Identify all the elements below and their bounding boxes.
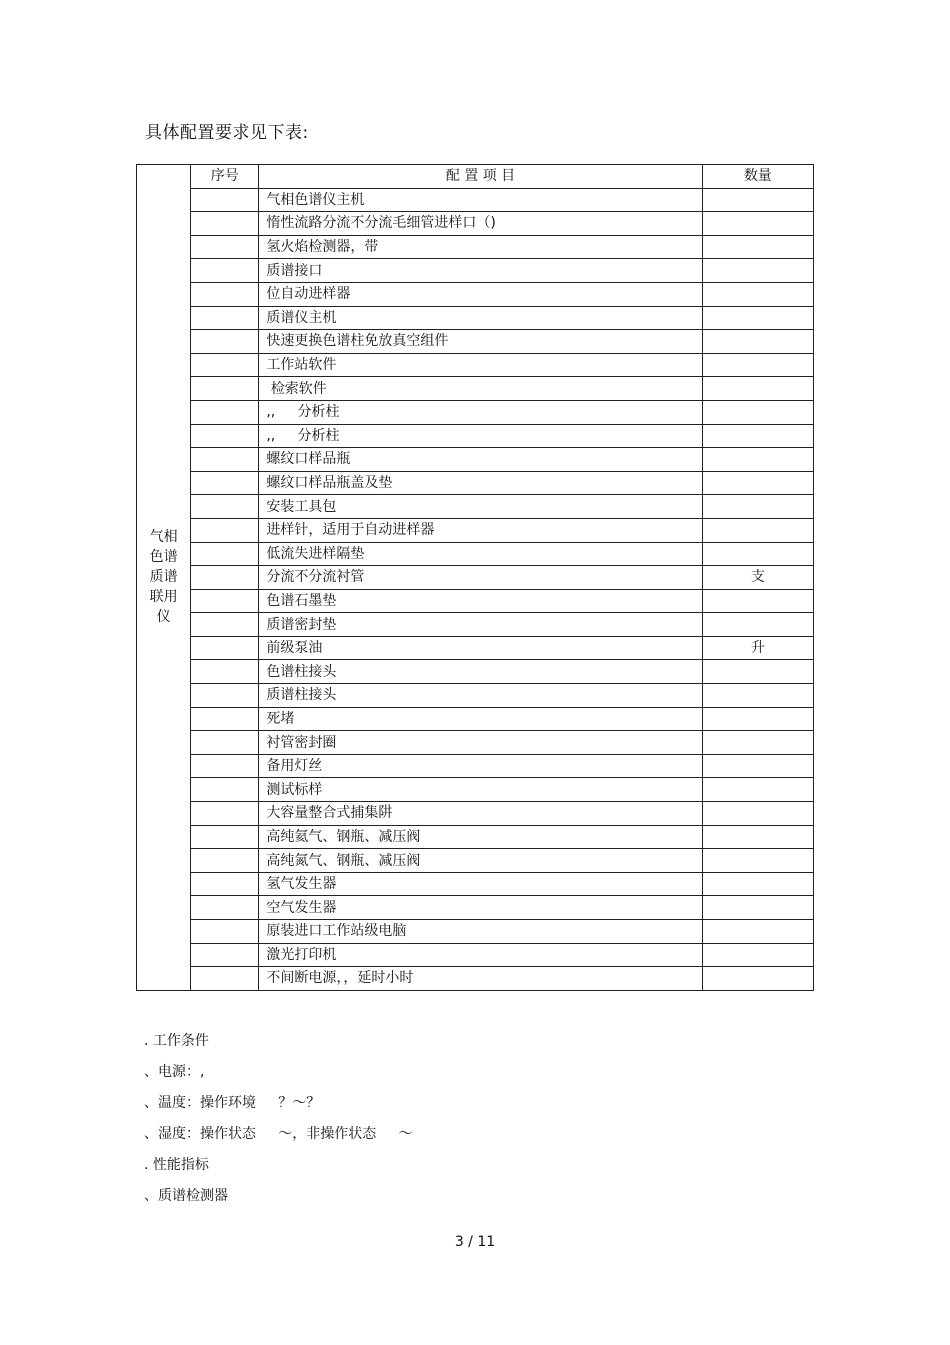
row-qty-cell: [702, 613, 813, 637]
table-row: [137, 707, 814, 731]
table-row: [137, 377, 814, 401]
condition-line: 、温度：操作环境 ？～？: [144, 1095, 321, 1111]
row-seq-cell: [191, 778, 259, 802]
table-row: [137, 613, 814, 637]
row-qty-cell: [702, 778, 813, 802]
row-qty-cell: [702, 448, 813, 472]
table-row: [137, 849, 814, 873]
row-item-cell: 空气发生器: [259, 896, 702, 920]
table-row: [137, 566, 814, 590]
row-qty-cell: [702, 684, 813, 708]
category-cell: [137, 165, 191, 991]
row-qty-cell: [702, 660, 813, 684]
row-seq-cell: [191, 802, 259, 826]
row-seq-cell: [191, 589, 259, 613]
row-seq-cell: [191, 920, 259, 944]
row-seq-cell: [191, 566, 259, 590]
row-item-cell: 色谱石墨垫: [259, 589, 702, 613]
row-seq-cell: [191, 377, 259, 401]
row-item-cell: 测试标样: [259, 778, 702, 802]
row-seq-cell: [191, 613, 259, 637]
row-seq-cell: [191, 896, 259, 920]
table-row: [137, 353, 814, 377]
table-row: [137, 448, 814, 472]
row-qty-cell: [702, 282, 813, 306]
row-qty-cell: [702, 471, 813, 495]
row-seq-cell: [191, 849, 259, 873]
row-item-cell: 质谱仪主机: [259, 306, 702, 330]
header-item: 配 置 项 目: [259, 165, 702, 189]
row-qty-cell: [702, 188, 813, 212]
row-qty-cell: [702, 802, 813, 826]
table-row: [137, 212, 814, 236]
row-qty-cell: [702, 849, 813, 873]
row-qty-cell: [702, 330, 813, 354]
row-item-cell: 质谱密封垫: [259, 613, 702, 637]
table-row: [137, 330, 814, 354]
table-row: [137, 943, 814, 967]
condition-line: . 性能指标: [144, 1157, 209, 1173]
row-qty-cell: [702, 589, 813, 613]
row-seq-cell: [191, 943, 259, 967]
configuration-table: [136, 164, 814, 991]
row-item-cell: 分流不分流衬管: [259, 566, 702, 590]
row-seq-cell: [191, 872, 259, 896]
row-qty-cell: [702, 896, 813, 920]
row-qty-cell: [702, 495, 813, 519]
row-seq-cell: [191, 684, 259, 708]
row-seq-cell: [191, 471, 259, 495]
row-qty-cell: [702, 542, 813, 566]
table-row: [137, 778, 814, 802]
table-row: [137, 872, 814, 896]
row-item-cell: 色谱柱接头: [259, 660, 702, 684]
row-item-cell: ,, 分析柱: [259, 424, 702, 448]
category-line: 气相: [149, 529, 178, 546]
table-row: [137, 802, 814, 826]
table-row: [137, 259, 814, 283]
row-qty-cell: [702, 518, 813, 542]
table-row: [137, 754, 814, 778]
table-row: [137, 424, 814, 448]
category-line: 质谱: [149, 569, 178, 586]
row-item-cell: 氢气发生器: [259, 872, 702, 896]
row-seq-cell: [191, 282, 259, 306]
row-seq-cell: [191, 518, 259, 542]
row-qty-cell: [702, 872, 813, 896]
row-qty-cell: 支: [702, 566, 813, 590]
row-item-cell: 氢火焰检测器，带: [259, 235, 702, 259]
row-qty-cell: [702, 212, 813, 236]
table-row: [137, 306, 814, 330]
table-header-row: [137, 165, 814, 189]
row-seq-cell: [191, 306, 259, 330]
row-qty-cell: [702, 731, 813, 755]
row-item-cell: 激光打印机: [259, 943, 702, 967]
row-qty-cell: [702, 825, 813, 849]
table-row: [137, 235, 814, 259]
row-item-cell: 前级泵油: [259, 636, 702, 660]
row-item-cell: 备用灯丝: [259, 754, 702, 778]
row-seq-cell: [191, 448, 259, 472]
configuration-table-body: [137, 165, 814, 991]
table-row: [137, 542, 814, 566]
table-row: [137, 896, 814, 920]
table-row: [137, 589, 814, 613]
conditions-section: [144, 1030, 413, 1216]
row-item-cell: 工作站软件: [259, 353, 702, 377]
row-qty-cell: [702, 306, 813, 330]
row-qty-cell: [702, 754, 813, 778]
row-item-cell: 位自动进样器: [259, 282, 702, 306]
row-qty-cell: 升: [702, 636, 813, 660]
row-seq-cell: [191, 353, 259, 377]
table-row: [137, 400, 814, 424]
row-item-cell: 螺纹口样品瓶: [259, 448, 702, 472]
table-row: [137, 188, 814, 212]
header-qty: 数量: [702, 165, 813, 189]
table-row: [137, 731, 814, 755]
row-seq-cell: [191, 542, 259, 566]
row-seq-cell: [191, 825, 259, 849]
header-seq: 序号: [191, 165, 259, 189]
row-item-cell: 质谱接口: [259, 259, 702, 283]
row-item-cell: 螺纹口样品瓶盖及垫: [259, 471, 702, 495]
intro-text: 具体配置要求见下表:: [145, 123, 309, 143]
table-row: [137, 495, 814, 519]
row-seq-cell: [191, 212, 259, 236]
category-line: 色谱: [149, 549, 178, 566]
row-qty-cell: [702, 967, 813, 991]
category-line: 仪: [156, 609, 171, 626]
row-item-cell: 进样针，适用于自动进样器: [259, 518, 702, 542]
row-qty-cell: [702, 235, 813, 259]
row-seq-cell: [191, 235, 259, 259]
row-item-cell: 原装进口工作站级电脑: [259, 920, 702, 944]
row-item-cell: 衬管密封圈: [259, 731, 702, 755]
table-row: [137, 825, 814, 849]
row-seq-cell: [191, 424, 259, 448]
row-qty-cell: [702, 424, 813, 448]
row-seq-cell: [191, 330, 259, 354]
row-seq-cell: [191, 636, 259, 660]
row-seq-cell: [191, 967, 259, 991]
row-item-cell: 低流失进样隔垫: [259, 542, 702, 566]
row-qty-cell: [702, 400, 813, 424]
table-row: [137, 471, 814, 495]
table-row: [137, 282, 814, 306]
row-item-cell: 不间断电源，，延时小时: [259, 967, 702, 991]
row-qty-cell: [702, 920, 813, 944]
row-item-cell: ,, 分析柱: [259, 400, 702, 424]
row-qty-cell: [702, 377, 813, 401]
table-row: [137, 684, 814, 708]
row-seq-cell: [191, 400, 259, 424]
condition-line: 、电源：,: [144, 1064, 205, 1080]
row-seq-cell: [191, 188, 259, 212]
row-qty-cell: [702, 259, 813, 283]
row-item-cell: 死堵: [259, 707, 702, 731]
row-item-cell: 高纯氮气、钢瓶、减压阀: [259, 849, 702, 873]
row-seq-cell: [191, 495, 259, 519]
row-item-cell: 大容量整合式捕集阱: [259, 802, 702, 826]
row-item-cell: 快速更换色谱柱免放真空组件: [259, 330, 702, 354]
table-row: [137, 636, 814, 660]
table-row: [137, 920, 814, 944]
row-seq-cell: [191, 707, 259, 731]
table-row: [137, 518, 814, 542]
table-row: [137, 660, 814, 684]
row-seq-cell: [191, 731, 259, 755]
row-item-cell: 气相色谱仪主机: [259, 188, 702, 212]
row-seq-cell: [191, 259, 259, 283]
condition-line: . 工作条件: [144, 1033, 209, 1049]
row-qty-cell: [702, 707, 813, 731]
page-number: 3 / 11: [454, 1234, 496, 1250]
category-line: 联用: [149, 589, 178, 606]
row-item-cell: 高纯氦气、钢瓶、减压阀: [259, 825, 702, 849]
row-seq-cell: [191, 660, 259, 684]
row-item-cell: 检索软件: [259, 377, 702, 401]
condition-line: 、质谱检测器: [144, 1188, 228, 1204]
row-seq-cell: [191, 754, 259, 778]
row-qty-cell: [702, 353, 813, 377]
row-qty-cell: [702, 943, 813, 967]
table-row: [137, 967, 814, 991]
row-item-cell: 质谱柱接头: [259, 684, 702, 708]
row-item-cell: 惰性流路分流不分流毛细管进样口（): [259, 212, 702, 236]
row-item-cell: 安装工具包: [259, 495, 702, 519]
condition-line: 、湿度：操作状态 ～，非操作状态 ～: [144, 1126, 413, 1142]
